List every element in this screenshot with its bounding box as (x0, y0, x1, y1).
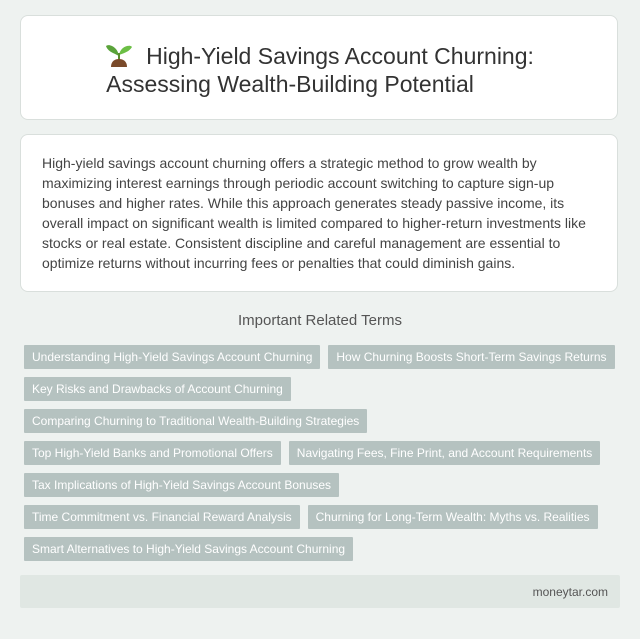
term-tag[interactable]: Navigating Fees, Fine Print, and Account Requirements (289, 441, 601, 465)
footer-site-link[interactable]: moneytar.com (532, 585, 608, 599)
term-tag[interactable]: Tax Implications of High-Yield Savings Account Bonuses (24, 473, 339, 497)
term-tag[interactable]: Churning for Long-Term Wealth: Myths vs. Realities (308, 505, 598, 529)
page-title (21, 42, 617, 98)
related-terms-list (24, 345, 624, 569)
terms-heading: Important Related Terms (238, 312, 402, 329)
intro-paragraph: High-yield savings account churning offers a strategic method to grow wealth by maximizing interest earnings through periodic account switching to capture sign-up bonuses and higher rates. While this approach generates steady passive income, its overall impact on significant wealth is limited compared to higher-return investments like stocks or real estate. Consistent discipline and careful management are essential to optimize returns without incurring fees or penalties that could diminish gains. (42, 155, 586, 271)
term-tag[interactable]: Smart Alternatives to High-Yield Savings Account Churning (24, 537, 353, 561)
title-line-2: Assessing Wealth-Building Potential (106, 71, 474, 97)
term-tag[interactable]: Top High-Yield Banks and Promotional Offers (24, 441, 281, 465)
title-line-1: High-Yield Savings Account Churning: (146, 43, 534, 69)
term-tag[interactable]: Comparing Churning to Traditional Wealth-Building Strategies (24, 409, 367, 433)
term-tag[interactable]: Understanding High-Yield Savings Account Churning (24, 345, 320, 369)
title-card (20, 15, 618, 120)
footer (20, 575, 620, 608)
term-tag[interactable]: Key Risks and Drawbacks of Account Churning (24, 377, 291, 401)
intro-card (20, 134, 618, 292)
sprout-icon (104, 42, 134, 68)
term-tag[interactable]: Time Commitment vs. Financial Reward Analysis (24, 505, 300, 529)
term-tag[interactable]: How Churning Boosts Short-Term Savings Returns (328, 345, 614, 369)
